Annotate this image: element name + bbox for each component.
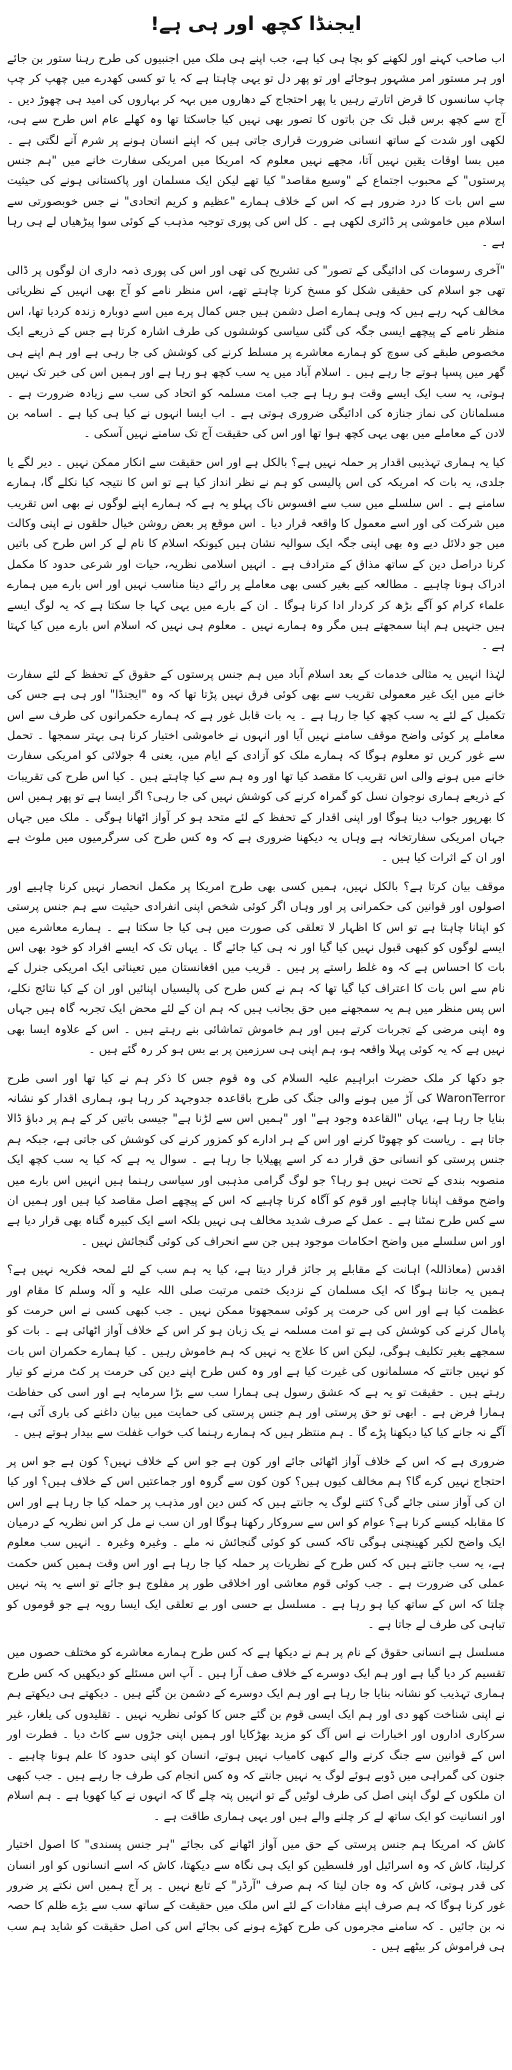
article-paragraph-7: اقدس (معاذاللہ) اہانت کے مقابلے پر جائز قرار دیتا ہے، کیا یہ ہم سب کے لئے لمحہ فکریہ نہیں ہے؟ ہمیں یہ جاننا ہوگا کہ ایک مسلمان کے نزدیک ختمی مرتبت صلی اللہ علیہ و آلہ وسلم کا مقام اور عظمت کیا ہے اور اس کی حرمت پر کوئی سمجھوتا ممکن نہیں ۔ جب کبھی کسی نے اس حرمت کو پامال کرنے کی کوشش کی ہے تو امت مسلمہ نے یک زبان ہو کر اس کے خلاف آواز اٹھائی ہے ۔ بات کو سمجھے بغیر تکلیف ہوگی، لیکن اس کا علاج یہ نہیں کہ ہم خاموش رہیں ۔ کیا ہمارے حکمران اس بات کو نہیں جانتے کہ مسلمانوں کی غیرت کیا ہے اور وہ کس طرح اپنے دین کی حرمت پر کٹ مرنے کو تیار رہتے ہیں ۔ حقیقت تو یہ ہے کہ عشق رسول ہی ہمارا سب سے بڑا سرمایہ ہے اور اسی کی حفاظت ہمارا فرض ہے ۔ ابھی تو حق پرستی اور ہم جنس پرستی کی حمایت میں بیان داغنے کی باری آئی ہے، آگے نہ جانے کیا کیا دیکھنا پڑے گا ۔ ہم منتظر ہیں کہ ہمارے رہنما کب خواب غفلت سے بیدار ہوتے ہیں ۔ [7, 1262, 505, 1440]
article-paragraph-9: مسلسل ہے انسانی حقوق کے نام پر ہم نے دیکھا ہے کہ کس طرح ہمارے معاشرے کو مختلف حصوں میں تقسیم کر دیا گیا ہے اور ہم ایک دوسرے کے خلاف صف آرا ہیں ۔ آپ اس مسئلے کو دیکھیں کہ کس طرح ہماری تہذیب کو نشانہ بنایا جا رہا ہے اور ہم ایک دوسرے کے دشمن بن گئے ہیں ۔ دیکھتے ہی دیکھتے ہم نے اپنی شناخت کھو دی اور ہم ایک ایسی قوم بن گئے جس کا کوئی نظریہ نہیں ۔ تقلیدوں کی یلغار، غیر سرکاری اداروں اور اخبارات نے اس آگ کو مزید بھڑکایا اور ہمیں اپنی جڑوں سے کاٹ دیا ۔ فطرت اور اس کے قوانین سے جنگ کرنے والے کبھی کامیاب نہیں ہوتے، انسان کو اپنی حدود کا علم ہونا چاہیے ۔ جنون کی گمراہی میں ڈوبے ہوئے لوگ یہ نہیں جانتے کہ وہ کس انجام کی طرف جا رہے ہیں ۔ جب کبھی ان ملکوں کے لوگ اپنی اصل کی طرف لوٹیں گے تو انہیں پتہ چلے گا کہ انہوں نے کیا کھویا ہے ۔ ہم اسلام اور انسانیت کو ایک ساتھ لے کر چلنے والے ہیں اور یہی ہماری طاقت ہے ۔ [7, 1645, 505, 1823]
article-paragraph-8: ضروری ہے کہ اس کے خلاف آواز اٹھائی جائے اور کون ہے جو اس کے خلاف نہیں؟ کون ہے جو اس پر احتجاج نہیں کرے گا؟ ہم مخالف کیوں ہیں؟ کون کون سے گروہ اور جماعتیں اس کے خلاف ہیں؟ اور کیا ان کی آواز سنی جائے گی؟ کتنے لوگ یہ جانتے ہیں کہ کس دین اور مذہب پر حملہ کیا جا رہا ہے اور اس کا مقابلہ کیسے کرنا ہے؟ عوام کو اس سے سروکار رکھنا ہوگا اور ان سب نے مل کر اس نظریہ کے درمیان ایک واضح لکیر کھینچنی ہوگی تاکہ کسی کو کوئی گنجائش نہ ملے ۔ وغیرہ وغیرہ ۔ انہیں سب معلوم ہے، یہ سب جانتے ہیں کہ کس طرح کے نظریات پر حملہ کیا جا رہا ہے اور اس وقت ہمیں کس حکمت عملی کی ضرورت ہے ۔ جب کوئی قوم معاشی اور اخلاقی طور پر مفلوج ہو جائے تو اسے یہ پتہ نہیں چلتا کہ اس کے ساتھ کیا ہو رہا ہے ۔ مسلسل بے حسی اور بے تعلقی ایک ایسا رویہ ہے جو قوموں کو تباہی کی طرف لے جاتا ہے ۔ [7, 1453, 505, 1632]
article-paragraph-6: جو دکھا کر ملک حضرت ابراہیم علیہ السلام کی وہ قوم جس کا ذکر ہم نے کیا تھا اور اسی طرح WaronTerror کی آڑ میں ہونے والی جنگ کی طرح باقاعدہ جدوجہد کر رہا ہو، ہماری اقدار کو نشانہ بنایا جا رہا ہے، یہاں "القاعدہ وجود ہے" اور "ہمیں اس سے لڑنا ہے" جیسی باتیں کر کے ہم پر دباؤ ڈالا جاتا ہے ۔ ریاست کو چھوٹا کرنے اور اس کے ہر ادارے کو کمزور کرنے کی کوشش کی جاتی ہے، جبکہ ہم جنس پرستی کو انسانی حق قرار دے کر اسے پھیلایا جا رہا ہے ۔ سوال یہ ہے کہ کیا یہ سب کچھ ایک منصوبہ بندی کے تحت نہیں ہو رہا؟ جو لوگ گرامی مذہبی اور سیاسی رہنما ہیں انہیں اس بارے میں واضح موقف اپنانا چاہیے اور قوم کو آگاہ کرنا چاہیے کہ اس کے پیچھے اصل مقاصد کیا ہیں اور ہمیں ان سے کس طرح نمٹنا ہے ۔ عمل کے صرف شدید مخالف ہی نہیں بلکہ اسے ایک کبیرہ گناہ بھی قرار دیا ہے اور اس سلسلے میں واضح احکامات موجود ہیں جن سے انحراف کی کوئی گنجائش نہیں ۔ [7, 1070, 505, 1248]
article-paragraph-4: لہٰذا انہیں یہ مثالی خدمات کے بعد اسلام آباد میں ہم جنس پرستوں کے حقوق کے تحفظ کے لئے سفارت خانے میں ایک غیر معمولی تقریب سے بھی کوئی فرق نہیں پڑتا تھا کہ وہ "ایجنڈا" اور ہی ہے جس کی تکمیل کے لئے یہ سب کچھ کیا جا رہا ہے ۔ یہ بات قابل غور ہے کہ ہمارے حکمرانوں کی طرف سے اس معاملے پر کوئی واضح موقف سامنے نہیں آیا اور انہوں نے خاموشی اختیار کرنا ہی بہتر سمجھا ۔ تحمل سے غور کریں تو معلوم ہوگا کہ ہمارے ملک کو آزادی کے ایام میں، یعنی 4 جولائی کو امریکی سفارت خانے میں ہونے والی اس تقریب کا مقصد کیا تھا اور وہ ہم سے کیا چاہتے ہیں ۔ کیا اس طرح کی تقریبات کے ذریعے ہماری نوجوان نسل کو گمراہ کرنے کی کوشش نہیں کی جا رہی؟ اگر ایسا ہے تو پھر ہمیں اس کا بھرپور جواب دینا ہوگا اور اپنی اقدار کے تحفظ کے لئے متحد ہو کر آواز اٹھانا ہوگی ۔ ملک میں جہاں جہاں امریکی سفارتخانہ ہے وہاں یہ دیکھنا ضروری ہے کہ وہ کس طرح کی سرگرمیوں میں ملوث ہے اور ان کے اثرات کیا ہیں ۔ [7, 666, 505, 865]
article-paragraph-1: اب صاحب کہنے اور لکھنے کو بچا ہی کیا ہے، جب اپنے ہی ملک میں اجنبیوں کی طرح رہنا ستور بن جائے اور ہر مستور امر مشہور ہوجائے اور تو پھر دل تو یہی چاہتا ہے کہ یا تو کسی کھدرے میں چھپ کر چپ چاپ سانسوں کا قرض اتارتے رہیں یا پھر احتجاج کے دھاروں میں بہہ کر بہاروں کی امید ہی چھوڑ دیں ۔ آج سے کچھ برس قبل تک جن باتوں کا تصور بھی نہیں کیا جاسکتا تھا وہ کھلے عام اس طرح سے ہی، لکھی اور شدت کے ساتھ انسانی ضرورت قراری جاتی ہیں کہ اپنے انسان ہونے پر شرم آنے لگتی ہے ۔ میں بسا اوقات یقین نہیں آتا، مجھے نہیں معلوم کہ امریکا میں امریکی سفارت خانے میں "ہم جنس پرستوں" کے محبوب اجتماع کے "وسیع مقاصد" کیا تھے لیکن ایک مسلمان اور پاکستانی ہونے کی حیثیت سے اس بات کا درد ضرور ہے کہ اس کے خلاف ہمارے "عظیم و کریم اتحادی" نے جس خوبصورتی سے اسلام میں خاموشی پر ڈائری لکھی ہے ۔ کل اس کی پوری توجیہ مذہب کے کوئی سوا پیڑھیاں لے ہی رہا ہے ۔ [7, 51, 505, 249]
article-paragraph-10: کاش کہ امریکا ہم جنس پرستی کے حق میں آواز اٹھانے کی بجائے "ہر جنس پسندی" کا اصول اختیار کرلیتا، کاش کہ وہ اسرائیل اور فلسطین کو ایک ہی نگاہ سے دیکھتا، کاش کہ اسے انسانوں کو اور انسان کی قدر ہوتی، کاش کہ وہ جان لیتا کہ ہم صرف "آرڈر" کے تابع نہیں ۔ پر آج ہمیں اس نکتے پر ضرور غور کرنا ہوگا کہ ہم صرف اپنے مفادات کے لئے اس ملک میں حقیقت کے ساتھ سب سے بڑے ظلم کا حصہ نہ بن جائیں ۔ کہ سامنے مجرموں کی طرح کھڑے ہونے کی بجائے اس کی اصل حقیقت کو شاید ہم سب ہی فراموش کر بیٹھے ہیں ۔ [7, 1837, 505, 1954]
article-paragraph-2: "آخری رسومات کی ادائیگی کے تصور" کی تشریح کی تھی اور اس کی پوری ذمہ داری ان لوگوں پر ڈالی تھی جو اسلام کی حقیقی شکل کو مسخ کرنا چاہتے تھے، اس منظر نامے کو آج بھی انہیں کے نظریاتی مخالف کہہ رہے ہیں کہ وہی ہمارے اصل دشمن ہیں جس کمال پرے میں اسے دوبارہ زندہ کردیا تھا، اس منظر نامے کے پیچھے ایسی جگہ کی گئی سیاسی کوششوں کی طرف اشارہ کرتا ہے جس کے ذریعے ایک مخصوص طبقے کی سوچ کو ہمارے معاشرے پر مسلط کرنے کی کوشش کی جا رہی ہے اور ہم اپنے ہی گھر میں پسپا ہوتے جا رہے ہیں ۔ اسلام آباد میں یہ سب کچھ ہو رہا ہے اور ہمیں اس کی خبر تک نہیں ہوتی، یہ سب ایک ایسے وقت ہو رہا ہے جب امت مسلمہ کو اتحاد کی سب سے زیادہ ضرورت ہے ۔ مسلمانان کی نماز جنازہ کی ادائیگی ضروری ہوتی ہے ۔ اب ایسا انہوں نے کیا ہی کیا ہے ۔ اسامہ بن لادن کے معاملے میں بھی یہی کچھ ہوا تھا اور اس کی حقیقت آج تک سامنے نہیں آسکی ۔ [7, 263, 505, 441]
article-body [7, 48, 505, 1957]
article-paragraph-5: موقف بیان کرتا ہے؟ بالکل نہیں، ہمیں کسی بھی طرح امریکا پر مکمل انحصار نہیں کرنا چاہیے اور اصولوں اور قوانین کی حکمرانی پر اور وہاں اگر کوئی شخص اپنی انفرادی حیثیت سے ہم جنس پرستی کو اپنانا چاہتا ہے تو اس کا اظہار لا تعلقی کی صورت میں ہی کیا جا سکتا ہے ۔ ہمارے معاشرے میں ایسے لوگوں کو کبھی قبول نہیں کیا گیا اور نہ ہی کیا جائے گا ۔ یہاں تک کہ ایسے افراد کو خود بھی اس بات کا احساس ہے کہ وہ غلط راستے پر ہیں ۔ قریب میں افغانستان میں تعیناتی ایک امریکی جنرل کے نام سے اس بات کا اعتراف کیا گیا تھا کہ ہم نے کس طرح کی پالیسیاں اپنائیں اور ان کے کیا نتائج نکلے، اس پس منظر میں ہم یہ سمجھنے میں حق بجانب ہیں کہ ہم ان کے لئے محض ایک تجربہ گاہ ہیں جہاں وہ اپنی مرضی کے تجربات کرتے ہیں اور ہم خاموش تماشائی بنے رہتے ہیں ۔ اس کے علاوہ ایسا بھی نہیں ہے کہ یہ کوئی پہلا واقعہ ہو، ہم اپنی ہی سرزمین پر بے بس ہو کر رہ گئے ہیں ۔ [7, 878, 505, 1057]
column-headline: ایجنڈا کچھ اور ہی ہے! [150, 13, 362, 35]
article-paragraph-3: کیا یہ ہماری تہذیبی اقدار پر حملہ نہیں ہے؟ بالکل ہے اور اس حقیقت سے انکار ممکن نہیں ۔ دیر لگے یا جلدی، یہ بات کہ امریکہ کی اس پالیسی کو ہم نے نظر انداز کیا ہے تو اس کا نتیجہ کیا نکلے گا، ہمارے سامنے ہے ۔ اس سلسلے میں سب سے افسوس ناک پہلو یہ ہے کہ ہمارے اپنے لوگوں نے بھی اس تقریب میں شرکت کی اور اسے معمول کا واقعہ قرار دیا ۔ اس موقع پر بعض روشن خیال حلقوں نے اپنی وکالت میں جو دلائل دیے وہ بھی اپنی جگہ ایک سوالیہ نشان ہیں کیونکہ اسلام کا نام لے کر اس طرح کی باتیں کرنا دراصل دین کے ساتھ مذاق کے مترادف ہے ۔ انہیں اسلامی نظریہ، حیات اور شرعی حدود کا مکمل ادراک ہونا چاہیے ۔ مطالعہ کیے بغیر کسی بھی معاملے پر رائے دینا مناسب نہیں اور اس بارے میں ہمارے علماء کرام کو آگے بڑھ کر کردار ادا کرنا ہوگا ۔ ان کے بارے میں یہی کہا جا سکتا ہے کہ یہ لوگ ایسے ہیں جنہیں ہم اپنا سمجھتے ہیں مگر وہ ہمارے نہیں ۔ معلوم ہی نہیں کہ اسلام اس بارے میں کیا کہتا ہے ۔ [7, 454, 505, 653]
